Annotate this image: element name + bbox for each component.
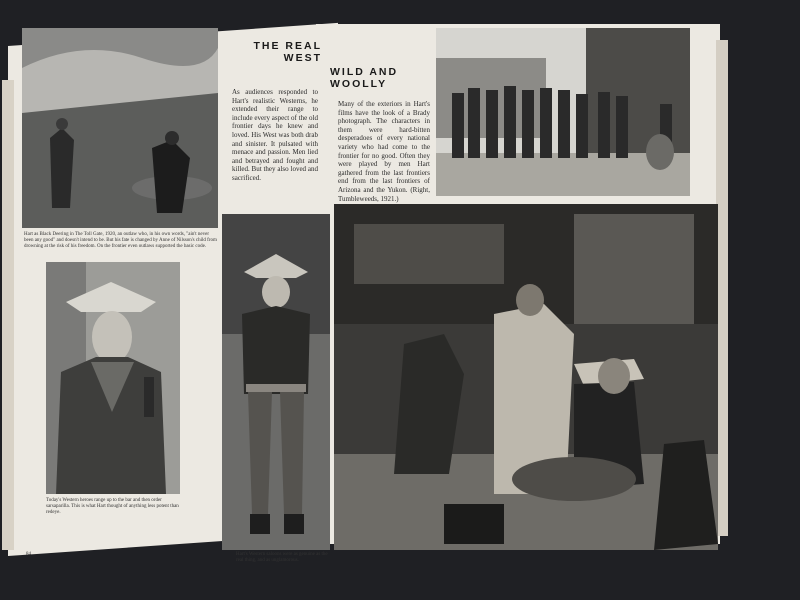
photo-group-of-men: [436, 28, 690, 196]
caption-top-left: Hart as Black Deering in The Toll Gate, 1920, an outlaw who, in his own words, "ain't never been any good" and doesn't intend to be. But his fate is changed by Anne of Nilsson's child from drowning at the risk of his freedom. On the frontier even outlaws supported the basic code.: [24, 232, 217, 250]
photo-cowboy-standing: [222, 214, 330, 550]
caption-center-bottom: Hart's Western saloons were as genuine as the real thing, and as unglamorous.: [236, 552, 328, 564]
headline-real-west: THE REAL WEST: [253, 40, 322, 64]
headline-wild-and-woolly: WILD AND WOOLLY: [330, 66, 399, 90]
photo-man-in-water: [22, 28, 218, 228]
page-number-left: 84: [26, 552, 31, 557]
body-text-left: As audiences responded to Hart's realistic Westerns, he extended their range to include every aspect of the old frontier days he knew and loved. His West was both drab and sinister. It pulsated with menace and passion. Men lied and betrayed and fought and killed. But they also loved and sacrificed.: [232, 88, 318, 182]
photo-old-man-bottle: [46, 262, 180, 494]
body-text-right: Many of the exteriors in Hart's films have the look of a Brady photograph. The characters in them were hard-bitten desperadoes of every national variety who had come to the frontier for no good. Often they were played by men Hart gathered from the last frontiers end from the last frontiers of Arizona and the Yukon. (Right, Tumbleweeds, 1921.): [338, 100, 430, 203]
photo-cantina-scene: [334, 204, 718, 550]
caption-bottom-left: Today's Western heroes range up to the bar and then order sarsaparilla. This is what Hart thought of anything less potent than redeye.: [46, 498, 179, 516]
page-edges: [2, 80, 14, 550]
